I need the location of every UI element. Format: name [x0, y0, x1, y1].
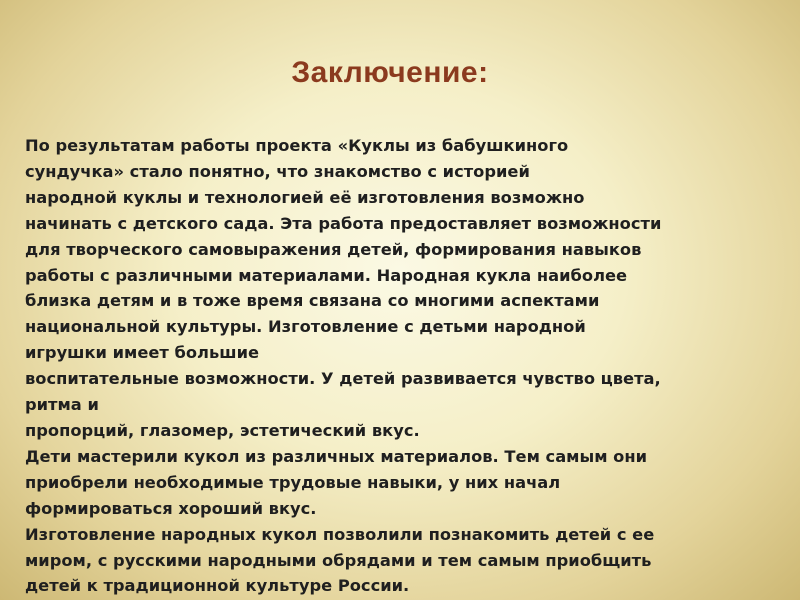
slide-title: Заключение:	[291, 56, 489, 89]
body-line: По результатам работы проекта «Куклы из бабушкиного	[25, 136, 569, 155]
body-line: сундучка» стало понятно, что знакомство с историей	[25, 161, 530, 181]
body-line: начинать с детского сада. Эта работа предоставляет возможности	[25, 213, 662, 233]
body-line: Дети мастерили кукол из различных материалов. Тем самым они	[25, 446, 648, 466]
body-line: близка детям и в тоже время связана со многими аспектами	[25, 291, 600, 311]
body-line: Изготовление народных кукол позволили познакомить детей с ее	[25, 524, 655, 544]
body-line: формироваться хороший вкус.	[25, 498, 317, 518]
body-line: национальной культуры. Изготовление с детьми народной	[25, 317, 586, 337]
slide-body-text	[25, 133, 785, 599]
body-line: приобрели необходимые трудовые навыки, у них начал	[25, 472, 561, 492]
body-line: миром, с русскими народными обрядами и тем самым приобщить	[25, 550, 652, 570]
body-line: народной куклы и технологией её изготовления возможно	[25, 187, 585, 207]
body-line: работы с различными материалами. Народная кукла наиболее	[25, 265, 628, 285]
body-line: детей к традиционной культуре России.	[25, 576, 410, 596]
body-line: игрушки имеет большие	[25, 343, 260, 363]
body-line: ритма и	[25, 395, 99, 415]
body-line: пропорций, глазомер, эстетический вкус.	[25, 420, 420, 440]
body-line: воспитательные возможности. У детей развивается чувство цвета,	[25, 369, 661, 389]
body-line: для творческого самовыражения детей, формирования навыков	[25, 239, 642, 259]
